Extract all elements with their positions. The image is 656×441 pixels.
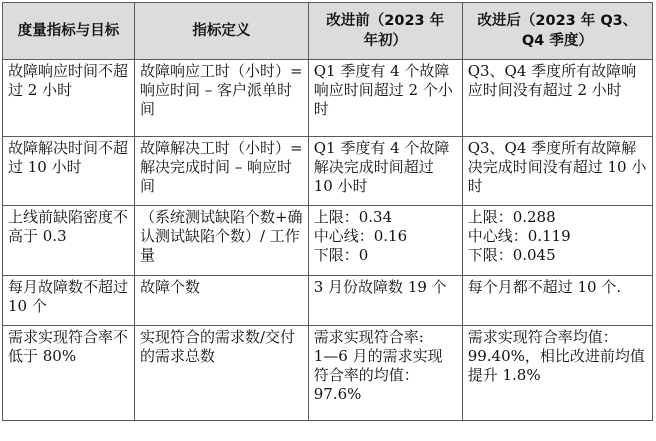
after-upper-limit: 上限：0.288 <box>467 208 556 226</box>
after-center-line: 中心线：0.119 <box>467 227 571 245</box>
table-row <box>3 206 653 276</box>
definition-cell: （系统测试缺陷个数+确认测试缺陷个数）/ 工作量 <box>134 206 308 276</box>
header-after <box>462 3 652 60</box>
header-metric-goal: 度量指标与目标 <box>3 3 135 60</box>
header-before-line-2: 年初） <box>363 33 407 49</box>
after-rate-value: 99.40%，相比改进前均值提升 1.8% <box>467 347 645 384</box>
metric-cell: 故障解决时间不超过 10 小时 <box>3 137 135 206</box>
after-cell: Q3、Q4 季度所有故障解决完成时间没有超过 10 小时 <box>462 137 652 206</box>
header-before-line-1: 改进前（2023 年 <box>326 13 445 29</box>
before-rate-label: 需求实现符合率: <box>313 328 424 346</box>
before-lower-limit: 下限：0 <box>313 246 369 264</box>
table-row <box>3 137 653 206</box>
before-rate-value: 1—6 月的需求实现符合率的均值：97.6% <box>313 347 443 403</box>
before-cell: 3 月份故障数 19 个 <box>308 276 462 326</box>
before-cell: Q1 季度有 4 个故障响应时间超过 2 个小时 <box>308 60 462 137</box>
header-after-line-1: 改进后（2023 年 Q3、 <box>477 13 638 29</box>
definition-cell: 故障响应工时（小时）= 响应时间 – 客户派单时间 <box>134 60 308 137</box>
header-row <box>3 3 653 60</box>
after-rate-label: 需求实现符合率均值： <box>467 328 618 346</box>
before-center-line: 中心线：0.16 <box>313 227 408 245</box>
table-row <box>3 276 653 326</box>
header-definition: 指标定义 <box>134 3 308 60</box>
before-cell <box>308 206 462 276</box>
definition-cell: 故障解决工时（小时）= 解决完成时间 – 响应时间 <box>134 137 308 206</box>
table-row <box>3 60 653 137</box>
definition-cell: 实现符合的需求数/交付的需求总数 <box>134 326 308 421</box>
after-lower-limit: 下限：0.045 <box>467 246 556 264</box>
after-cell <box>462 206 652 276</box>
after-cell <box>462 326 652 421</box>
metric-cell: 上线前缺陷密度不高于 0.3 <box>3 206 135 276</box>
metric-cell: 需求实现符合率不低于 80% <box>3 326 135 421</box>
metrics-table-container <box>2 2 653 436</box>
table-row <box>3 326 653 421</box>
before-cell <box>308 326 462 421</box>
metrics-table <box>2 2 653 421</box>
before-upper-limit: 上限：0.34 <box>313 208 393 226</box>
after-cell: Q3、Q4 季度所有故障响应时间没有超过 2 小时 <box>462 60 652 137</box>
header-before <box>308 3 462 60</box>
definition-cell: 故障个数 <box>134 276 308 326</box>
after-cell: 每个月都不超过 10 个. <box>462 276 652 326</box>
header-after-line-2: Q4 季度） <box>521 33 593 49</box>
before-cell: Q1 季度有 4 个故障解决完成时间超过 10 小时 <box>308 137 462 206</box>
metric-cell: 每月故障数不超过 10 个 <box>3 276 135 326</box>
metric-cell: 故障响应时间不超过 2 小时 <box>3 60 135 137</box>
